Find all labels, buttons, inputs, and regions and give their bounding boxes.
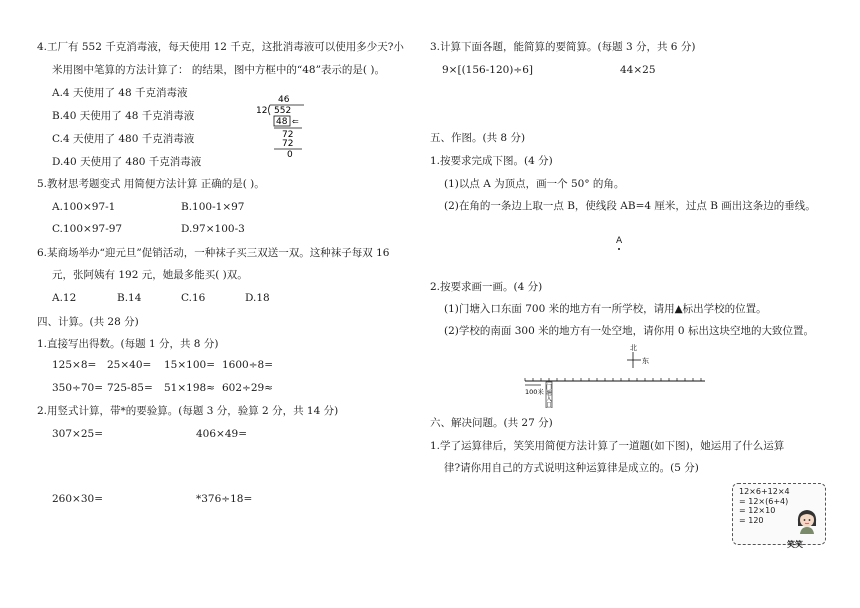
section-4-title: 四、计算。(共 28 分) — [37, 316, 139, 328]
arrow-icon: ⇐ — [292, 117, 299, 126]
draw1-a: (1)以点 A 为顶点，画一个 50° 的角。 — [444, 178, 625, 190]
compass-north: 北 — [630, 344, 637, 352]
q6-line1: 6.某商场举办“迎元旦”促销活动，一种袜子买三双送一双。这种袜子每双 16 — [37, 247, 390, 259]
card-line-2: = 12×(6+4) — [739, 496, 789, 506]
draw2-a: (1)门塘入口东面 700 米的地方有一所学校，请用▲标出学校的位置。 — [444, 303, 767, 315]
draw1-b: (2)在角的一条边上取一点 B，使线段 AB=4 厘米，过点 B 画出这条边的垂线。 — [444, 200, 816, 212]
entrance-label-1: 门 — [546, 384, 553, 391]
q6-option-a: A.12 — [52, 292, 77, 304]
q6-option-b: B.14 — [117, 292, 142, 304]
long-division-figure — [256, 92, 316, 162]
section-5-title: 五、作图。(共 8 分) — [430, 132, 526, 144]
calc1-item: 15×100= — [164, 359, 215, 371]
divisor: 12 — [256, 106, 268, 116]
point-a-label: A — [616, 236, 623, 246]
card-line-1: 12×6+12×4 — [739, 487, 790, 496]
card-name: 笑笑 — [787, 540, 803, 549]
compass-east: 东 — [642, 357, 649, 365]
solve1-line1: 1.学了运算律后，笑笑用简便方法计算了一道题(如下图)，她运用了什么运算 — [430, 440, 785, 452]
calc1-item: 25×40= — [107, 359, 152, 371]
calc2-item: 406×49= — [196, 428, 247, 440]
draw2-title: 2.按要求画一画。(4 分) — [430, 281, 543, 293]
girl-avatar-icon — [795, 508, 819, 534]
card-line-3: = 12×10 — [739, 506, 776, 515]
calc1-item: 51×198≈ — [164, 382, 215, 394]
calc2-title: 2.用竖式计算，带*的要验算。(每题 3 分，验算 2 分，共 14 分) — [37, 405, 339, 417]
q4-option-b: B.40 天使用了 48 千克消毒液 — [52, 110, 195, 122]
rem1: 72 — [282, 130, 294, 140]
scale-label: 100米 — [525, 388, 544, 396]
map-figure — [520, 342, 720, 408]
entrance-label-4: 口 — [546, 402, 553, 408]
calc1-item: 350÷70= — [52, 382, 103, 394]
calc2-item: *376÷18= — [196, 493, 253, 505]
tick-marks — [525, 378, 701, 381]
entrance-label-2: 塘 — [546, 390, 553, 397]
q6-option-c: C.16 — [181, 292, 206, 304]
step1: 48 — [276, 117, 288, 127]
calc1-title: 1.直接写出得数。(每题 1 分，共 8 分) — [37, 338, 219, 350]
q5-option-c: C.100×97-97 — [52, 223, 123, 235]
calc3-item: 44×25 — [620, 64, 656, 76]
dividend: 552 — [274, 106, 292, 116]
calc1-item: 602÷29≈ — [222, 382, 273, 394]
q4-option-c: C.4 天使用了 480 千克消毒液 — [52, 133, 195, 145]
q4-line1: 4.工厂有 552 千克消毒液，每天使用 12 千克，这批消毒液可以使用多少天?小 — [37, 41, 404, 53]
q5-line: 5.教材思考题变式 用简便方法计算 正确的是( )。 — [37, 178, 265, 190]
calc1-item: 725-85= — [107, 382, 153, 394]
quotient: 46 — [278, 95, 290, 105]
rem2: 0 — [287, 150, 293, 160]
q5-option-a: A.100×97-1 — [52, 201, 116, 213]
entrance-label-3: 入 — [546, 396, 553, 403]
card-line-4: = 120 — [739, 515, 764, 525]
section-6-title: 六、解决问题。(共 27 分) — [430, 417, 553, 429]
student-card — [732, 483, 826, 545]
q4-option-d: D.40 天使用了 480 千克消毒液 — [52, 156, 202, 168]
calc2-item: 260×30= — [52, 493, 103, 505]
q5-option-b: B.100-1×97 — [181, 201, 245, 213]
q4-line2: 米用图中笔算的方法计算了： 的结果，图中方框中的“48”表示的是( )。 — [52, 64, 385, 76]
calc2-item: 307×25= — [52, 428, 103, 440]
draw1-title: 1.按要求完成下图。(4 分) — [430, 155, 553, 167]
step2: 72 — [282, 139, 294, 149]
calc1-item: 125×8= — [52, 359, 97, 371]
solve1-line2: 律?请你用自己的方式说明这种运算律是成立的。(5 分) — [444, 462, 699, 474]
q5-option-d: D.97×100-3 — [181, 223, 245, 235]
calc1-item: 1600÷8= — [222, 359, 273, 371]
calc3-item: 9×[(156-120)÷6] — [442, 64, 533, 76]
draw2-b: (2)学校的南面 300 米的地方有一处空地，请你用 0 标出这块空地的大致位置。 — [444, 325, 814, 337]
q6-line2: 元，张阿姨有 192 元，她最多能买( )双。 — [52, 269, 248, 281]
q6-option-d: D.18 — [245, 292, 270, 304]
calc3-title: 3.计算下面各题，能简算的要简算。(每题 3 分，共 6 分) — [430, 41, 696, 53]
point-a-dot — [618, 248, 620, 250]
q4-option-a: A.4 天使用了 48 千克消毒液 — [52, 87, 188, 99]
